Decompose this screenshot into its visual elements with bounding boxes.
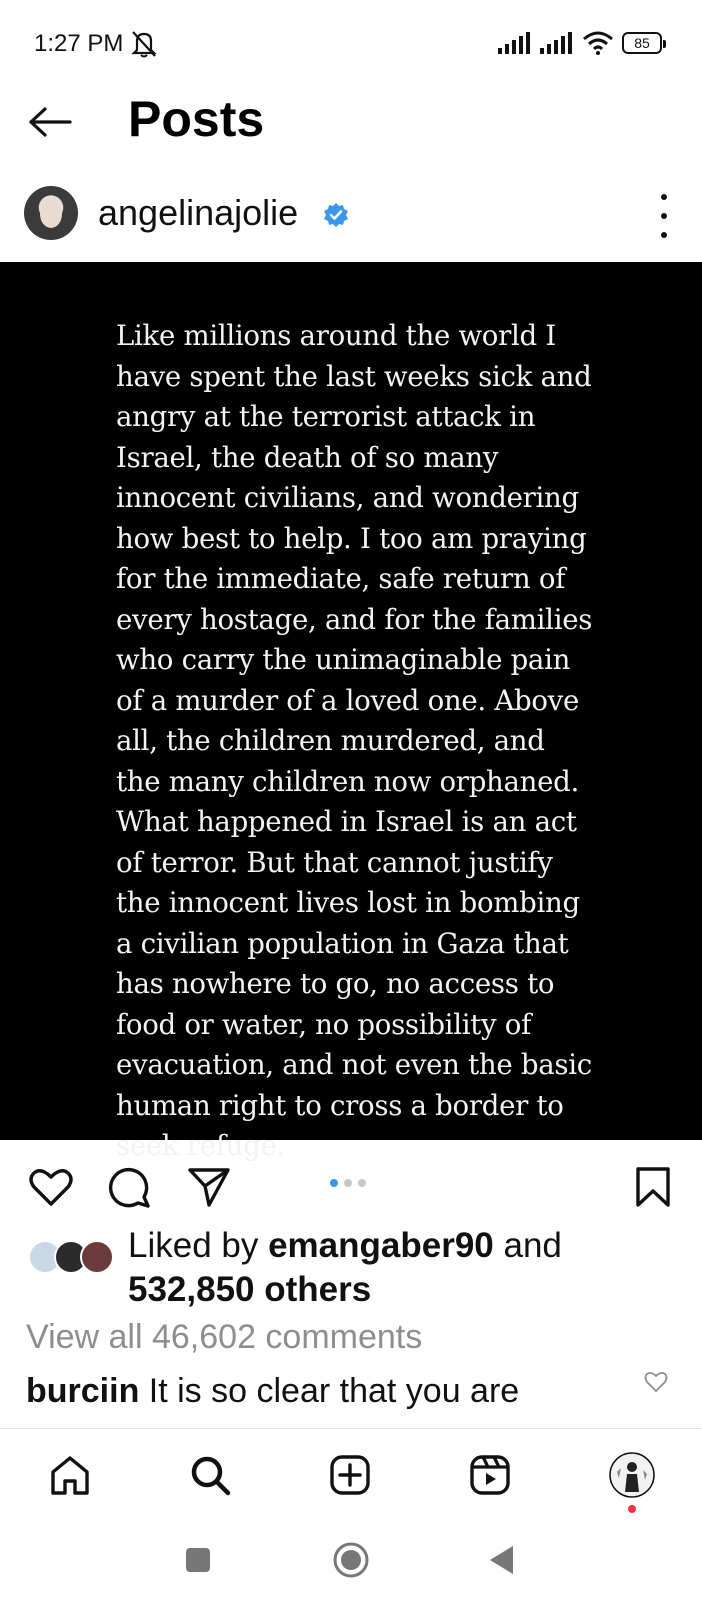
nav-create[interactable]: [324, 1449, 376, 1501]
comment-username[interactable]: burciin: [26, 1372, 140, 1410]
carousel-indicator: [330, 1179, 366, 1187]
add-post-icon: [329, 1454, 371, 1496]
post-actions: [0, 1140, 702, 1220]
status-icons: [498, 28, 662, 58]
signal-icon: [498, 32, 532, 54]
post-image-text: Like millions around the world I have spent the last weeks sick and angry at the terrorist attack in Israel, the death of so many innocent civilians, and wondering how best to help. I too am praying for the immediate, safe return of every hostage, and for the families who carry the unimaginable pain of a murder of a loved one. Above all, the children murdered, and the many children now orphaned. What happened in Israel is an act of terror. But that cannot justify the innocent lives lost in bombing a civilian population in Gaza that has nowhere to go, no access to food or water, no possibility of evacuation, and not even the basic human right to cross a border to seek refuge.: [116, 319, 593, 1162]
nav-home[interactable]: [44, 1449, 96, 1501]
back-system-button[interactable]: [480, 1538, 524, 1582]
likes-section: [0, 1220, 702, 1320]
recents-button[interactable]: [176, 1538, 220, 1582]
signal-icon-2: [540, 32, 574, 54]
top-header: [0, 80, 702, 180]
search-icon: [189, 1454, 231, 1496]
battery-icon: [622, 32, 662, 54]
notification-dot: [628, 1505, 636, 1513]
heart-icon: [29, 1167, 73, 1207]
comment-heart-icon[interactable]: [644, 1370, 668, 1394]
likes-prefix: Liked by: [128, 1226, 269, 1265]
comment-text: It is so clear that you are: [139, 1372, 520, 1410]
wifi-icon: [582, 31, 614, 55]
save-button[interactable]: [628, 1162, 678, 1212]
nav-profile[interactable]: [606, 1449, 658, 1501]
comment-button[interactable]: [104, 1162, 154, 1212]
triangle-back-icon: [487, 1544, 517, 1576]
view-all-comments-link[interactable]: View all 46,602 comments: [26, 1318, 423, 1356]
post-header: [0, 180, 702, 260]
reels-icon: [469, 1454, 511, 1496]
liked-by-user[interactable]: emangaber90: [268, 1226, 494, 1265]
status-time: 1:27 PM: [34, 30, 124, 57]
nav-search[interactable]: [184, 1449, 236, 1501]
comment-icon: [107, 1165, 151, 1209]
share-button[interactable]: [184, 1162, 234, 1212]
bookmark-icon: [635, 1167, 671, 1207]
more-options-icon[interactable]: [654, 194, 674, 238]
send-icon: [187, 1166, 231, 1208]
profile-avatar-icon: [609, 1452, 655, 1498]
bottom-nav: [0, 1428, 702, 1518]
circle-icon: [332, 1541, 370, 1579]
liker-avatars: [28, 1240, 118, 1280]
avatar: [80, 1240, 114, 1274]
post-image[interactable]: [0, 262, 702, 1162]
system-navigation: [0, 1518, 702, 1600]
arrow-left-icon: [28, 107, 72, 137]
verified-badge-icon: [323, 202, 349, 228]
square-icon: [184, 1546, 212, 1574]
home-icon: [49, 1454, 91, 1496]
post-username[interactable]: angelinajolie: [98, 192, 299, 233]
page-title: Posts: [128, 91, 265, 147]
avatar[interactable]: [24, 186, 78, 240]
back-button[interactable]: [24, 96, 76, 148]
likes-middle: and: [493, 1226, 562, 1265]
like-button[interactable]: [26, 1162, 76, 1212]
likes-count[interactable]: 532,850 others: [128, 1270, 372, 1309]
home-system-button[interactable]: [329, 1538, 373, 1582]
comment-preview: [26, 1372, 646, 1432]
status-bar: [0, 0, 702, 80]
nav-reels[interactable]: [464, 1449, 516, 1501]
mute-icon: [127, 28, 161, 58]
likes-text[interactable]: [128, 1224, 562, 1312]
battery-level: 85: [634, 35, 650, 51]
